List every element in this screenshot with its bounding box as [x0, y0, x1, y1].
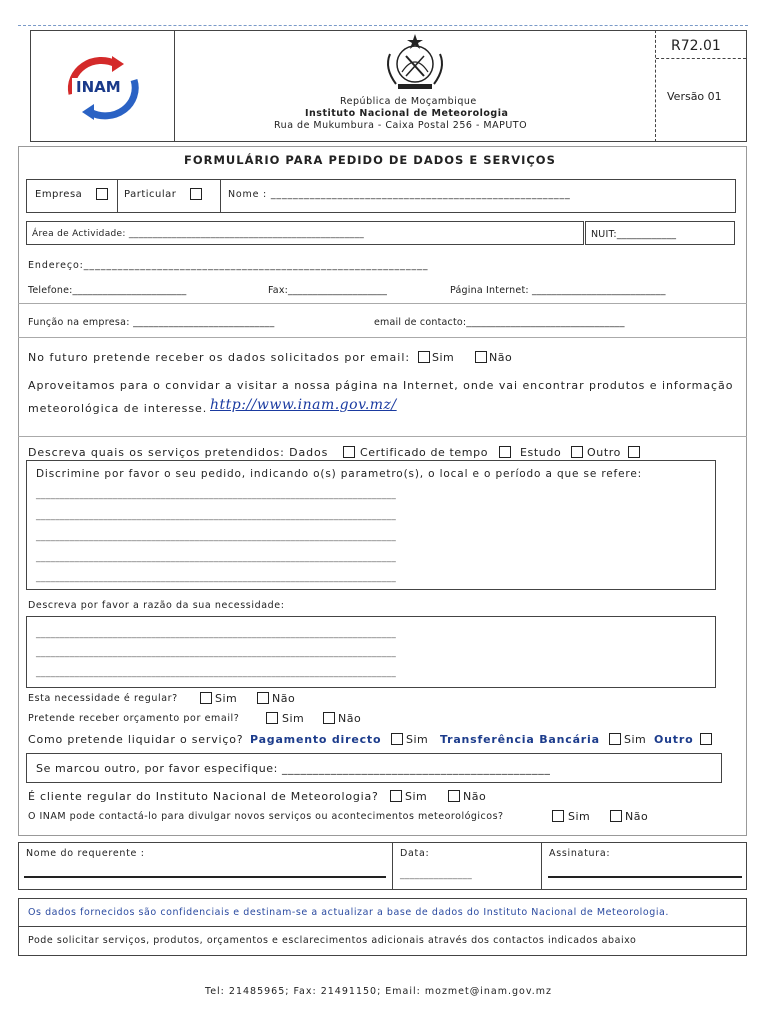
contactar-nao-label: Não — [625, 810, 649, 823]
funcao-field[interactable]: Função na empresa: ____________________________ — [28, 317, 275, 328]
futuro-question: No futuro pretende receber os dados solicitados por email: — [28, 351, 411, 364]
orcamento-sim-checkbox[interactable] — [266, 712, 278, 724]
form-code: R72.01 — [671, 38, 721, 54]
estudo-label: Estudo — [520, 446, 562, 459]
transferencia-label: Transferência Bancária — [440, 733, 600, 746]
servicos-question: Descreva quais os serviços pretendidos: Dados — [28, 446, 329, 459]
outro-label: Outro — [587, 446, 621, 459]
endereco-field[interactable]: Endereço:_____________________________________________________________ — [28, 260, 429, 271]
dados-checkbox[interactable] — [343, 446, 355, 458]
form-title: FORMULÁRIO PARA PEDIDO DE DADOS E SERVIÇOS — [184, 153, 556, 167]
particular-label: Particular — [124, 189, 177, 200]
discrimine-line-2: ___________________________________________________________________________ — [36, 511, 396, 521]
outro-payment-label: Outro — [654, 733, 694, 746]
mozambique-emblem — [380, 32, 450, 92]
cliente-nao-label: Não — [463, 790, 487, 803]
aproveitamos-line-1: Aproveitamos para o convidar a visitar a nossa página na Internet, onde vai encontrar produtos e informação — [28, 379, 734, 392]
footer-contacts: Tel: 21485965; Fax: 21491150; Email: mozmet@inam.gov.mz — [205, 986, 552, 997]
orcamento-sim-label: Sim — [282, 712, 305, 725]
header-divider-right — [655, 30, 656, 142]
pagamento-sim-label: Sim — [406, 733, 429, 746]
futuro-nao-label: Não — [489, 351, 513, 364]
divider-3 — [18, 436, 747, 437]
estudo-checkbox[interactable] — [571, 446, 583, 458]
pode-solicitar-note: Pode solicitar serviços, produtos, orçamentos e esclarecimentos adicionais através dos contactos indicados abaixo — [28, 935, 637, 946]
razao-line-1: ___________________________________________________________________________ — [36, 629, 396, 639]
assinatura-label: Assinatura: — [549, 848, 611, 859]
header-institute: Instituto Nacional de Meteorologia — [305, 108, 509, 119]
particular-checkbox[interactable] — [190, 188, 202, 200]
transferencia-sim-label: Sim — [624, 733, 647, 746]
contactar-nao-checkbox[interactable] — [610, 810, 622, 822]
telefone-field[interactable]: Telefone:_______________________ — [28, 285, 187, 296]
orcamento-nao-checkbox[interactable] — [323, 712, 335, 724]
requerente-line[interactable] — [24, 876, 386, 878]
contactar-sim-checkbox[interactable] — [552, 810, 564, 822]
identity-divider-1 — [117, 179, 118, 213]
empresa-checkbox[interactable] — [96, 188, 108, 200]
data-line[interactable]: _______________ — [400, 870, 472, 880]
logo-text: INAM — [76, 78, 121, 96]
discrimine-label: Discrimine por favor o seu pedido, indicando o(s) parametro(s), o local e o período a que se refere: — [36, 468, 643, 480]
futuro-sim-checkbox[interactable] — [418, 351, 430, 363]
regular-sim-checkbox[interactable] — [200, 692, 212, 704]
discrimine-line-4: ___________________________________________________________________________ — [36, 553, 396, 563]
header-divider-left — [174, 30, 175, 142]
orcamento-question: Pretende receber orçamento por email? — [28, 713, 240, 724]
discrimine-line-1: ___________________________________________________________________________ — [36, 490, 396, 500]
nuit-field[interactable]: NUIT:____________ — [591, 229, 677, 240]
regular-question: Esta necessidade é regular? — [28, 693, 178, 704]
outro-payment-checkbox[interactable] — [700, 733, 712, 745]
info-divider — [18, 926, 747, 927]
fax-field[interactable]: Fax:____________________ — [268, 285, 388, 296]
inam-logo — [58, 50, 148, 122]
cliente-sim-label: Sim — [405, 790, 428, 803]
regular-nao-checkbox[interactable] — [257, 692, 269, 704]
email-contacto-field[interactable]: email de contacto:________________________________ — [374, 317, 625, 328]
outro-checkbox[interactable] — [628, 446, 640, 458]
identity-divider-2 — [220, 179, 221, 213]
discrimine-line-5: ___________________________________________________________________________ — [36, 573, 396, 583]
futuro-nao-checkbox[interactable] — [475, 351, 487, 363]
contactar-question: O INAM pode contactá-lo para divulgar novos serviços ou acontecimentos meteorológicos? — [28, 811, 504, 822]
area-field[interactable]: Área de Actividade: _________________________________________________ — [32, 229, 365, 239]
especifique-field[interactable]: Se marcou outro, por favor especifique: ____________________________________________ — [36, 762, 551, 775]
confidencial-note: Os dados fornecidos são confidenciais e destinam-se a actualizar a base de dados do Instituto Nacional de Meteorologia. — [28, 907, 669, 918]
signature-divider-1 — [392, 842, 393, 890]
certificado-checkbox[interactable] — [499, 446, 511, 458]
futuro-sim-label: Sim — [432, 351, 455, 364]
code-underline — [656, 58, 746, 59]
divider-2 — [18, 337, 747, 338]
transferencia-checkbox[interactable] — [609, 733, 621, 745]
header-address: Rua de Mukumbura - Caixa Postal 256 - MAPUTO — [274, 120, 528, 131]
regular-nao-label: Não — [272, 692, 296, 705]
cliente-nao-checkbox[interactable] — [448, 790, 460, 802]
pagamento-directo-checkbox[interactable] — [391, 733, 403, 745]
liquidar-question: Como pretende liquidar o serviço? — [28, 733, 244, 746]
razao-label: Descreva por favor a razão da sua necessidade: — [28, 600, 285, 611]
certificado-label: Certificado de tempo — [360, 446, 489, 459]
orcamento-nao-label: Não — [338, 712, 362, 725]
signature-divider-2 — [541, 842, 542, 890]
regular-sim-label: Sim — [215, 692, 238, 705]
pagamento-directo-label: Pagamento directo — [250, 733, 382, 746]
requerente-label: Nome do requerente : — [26, 848, 145, 859]
cliente-regular-question: É cliente regular do Instituto Nacional de Meteorologia? — [28, 790, 379, 803]
nome-field[interactable]: Nome : ______________________________________________________ — [228, 189, 571, 200]
cliente-sim-checkbox[interactable] — [390, 790, 402, 802]
data-label: Data: — [400, 848, 430, 859]
pagina-field[interactable]: Página Internet: ___________________________ — [450, 285, 666, 296]
form-version: Versão 01 — [667, 90, 722, 103]
discrimine-line-3: ___________________________________________________________________________ — [36, 532, 396, 542]
header-republic: República de Moçambique — [340, 96, 477, 107]
razao-line-3: ___________________________________________________________________________ — [36, 668, 396, 678]
website-link[interactable]: http://www.inam.gov.mz/ — [210, 397, 397, 413]
razao-line-2: ___________________________________________________________________________ — [36, 648, 396, 658]
divider-1 — [18, 303, 747, 304]
empresa-label: Empresa — [35, 189, 83, 200]
top-dashed-rule — [18, 25, 748, 26]
assinatura-line[interactable] — [548, 876, 742, 878]
aproveitamos-line-2: meteorológica de interesse. — [28, 402, 208, 415]
contactar-sim-label: Sim — [568, 810, 591, 823]
